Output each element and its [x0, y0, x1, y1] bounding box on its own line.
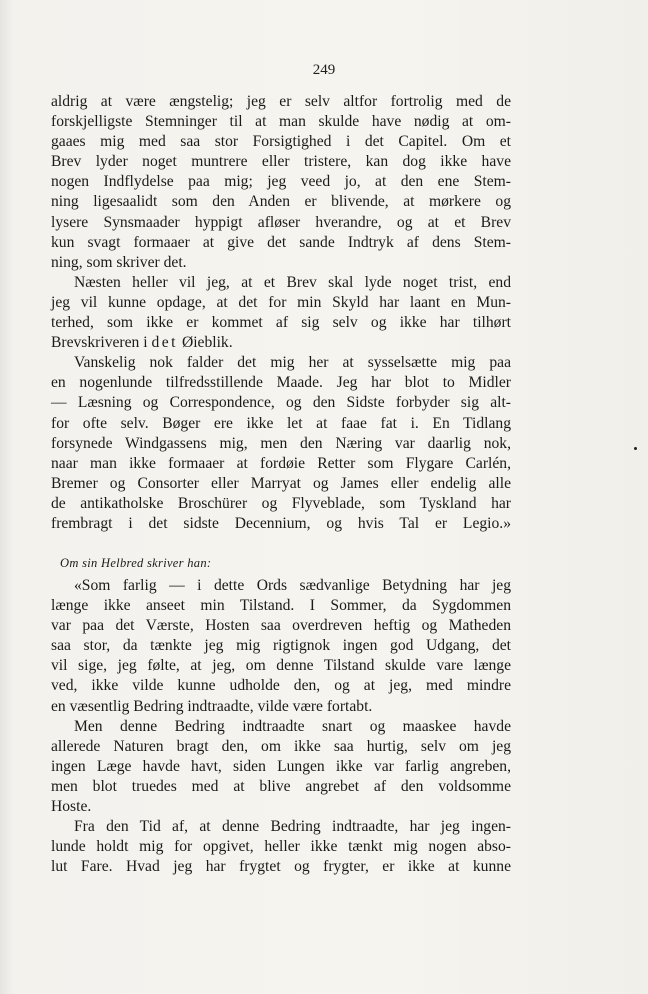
text-line: længe ikke anseet min Tilstand. I Sommer, da Sygdommen [51, 597, 511, 615]
text-line: ning, som skriver det. [51, 253, 187, 271]
text-line: aldrig at være ængstelig; jeg er selv altfor fortrolig med de [51, 93, 511, 110]
text-line: ingen Læge havde havt, siden Lungen ikke var farlig angreben, [51, 757, 511, 775]
text-line: vil sige, jeg følte, at jeg, om denne Tilstand skulde vare længe [51, 657, 511, 675]
text-line: lut Fare. Hvad jeg har frygtet og frygter, er ikke at kunne [51, 858, 511, 876]
text-line: saa stor, da tænkte jeg mig rigtignok ingen god Udgang, det [51, 637, 511, 655]
text-line: jeg vil kunne opdage, at det for min Skyld har laant en Mun- [51, 293, 511, 311]
text-line: gaaes mig med saa stor Forsigtighed i det Capitel. Om et [51, 133, 511, 151]
text-line: naar man ikke formaaer at fordøie Retter som Flygare Carlén, [51, 454, 511, 472]
paper-speck [634, 447, 637, 450]
text-line: en nogenlunde tilfredsstillende Maade. Jeg har blot to Midler [51, 374, 511, 392]
text-line: allerede Naturen bragt den, om ikke saa hurtig, selv om jeg [51, 737, 511, 755]
text-line: terhed, som ikke er kommet af sig selv og ikke har tilhørt [51, 314, 511, 332]
text-line: — Læsning og Correspondence, og den Sidste forbyder sig alt- [51, 394, 511, 412]
section-caption: Om sin Helbred skriver han: [60, 556, 212, 570]
text-line: Fra den Tid af, at denne Bedring indtraadte, har jeg ingen- [74, 818, 511, 836]
text-line: lysere Synsmaader hyppigt afløser hverandre, og at et Brev [51, 213, 511, 231]
text-line: forskjelligste Stemninger til at man skulde have nødig at om- [51, 113, 511, 131]
text-line: men blot truedes med at blive angrebet af den voldsomme [51, 777, 511, 795]
letter-excerpt-1 [51, 92, 511, 534]
text-line: forsynede Windgassens mig, men den Næring var daarlig nok, [51, 434, 511, 452]
text-line: de antikatholske Broschürer og Flyveblade, som Tyskland har [51, 494, 511, 512]
text-line: for ofte selv. Bøger ere ikke let at faae fat i. En Tidlang [51, 414, 511, 432]
text-line: kun svagt formaaer at give det sande Indtryk af dens Stem- [51, 233, 511, 251]
page-number: 249 [312, 62, 336, 78]
text-line: var paa det Værste, Hosten saa overdreven heftig og Matheden [51, 617, 511, 635]
text-line: Vanskelig nok falder det mig her at sysselsætte mig paa [74, 354, 511, 372]
text-line: Næsten heller vil jeg, at et Brev skal lyde noget trist, end [74, 273, 511, 291]
text-line [51, 333, 511, 353]
text-line: Men denne Bedring indtraadte snart og maaskee havde [74, 717, 511, 735]
text-line: en væsentlig Bedring indtraadte, vilde være fortabt. [51, 697, 373, 715]
letter-excerpt-2 [51, 576, 511, 877]
text-line: nogen Indflydelse paa mig; jeg veed jo, at den ene Stem- [51, 173, 511, 191]
text-line: Hoste. [51, 798, 92, 816]
text-line: ning ligesaalidt som den Anden er blivende, at mørkere og [51, 193, 511, 211]
text-line: lunde holdt mig for opgivet, heller ikke tænkt mig nogen abso- [51, 838, 511, 856]
text-line: Brev lyder noget muntrere eller tristere, kan dog ikke have [51, 153, 511, 171]
text-line: frembragt i det sidste Decennium, og hvis Tal er Legio.» [51, 514, 511, 532]
text-line: «Som farlig — i dette Ords sædvanlige Betydning har jeg [74, 577, 511, 594]
text-line: ved, ikke vilde kunne udholde den, og at jeg, med mindre [51, 677, 511, 695]
emphasized-word: det [151, 334, 179, 352]
text-fragment: Brevskriveren i [51, 334, 148, 352]
text-fragment: Øieblik. [181, 334, 233, 352]
text-line: Bremer og Consorter eller Marryat og James eller endelig alle [51, 474, 511, 492]
